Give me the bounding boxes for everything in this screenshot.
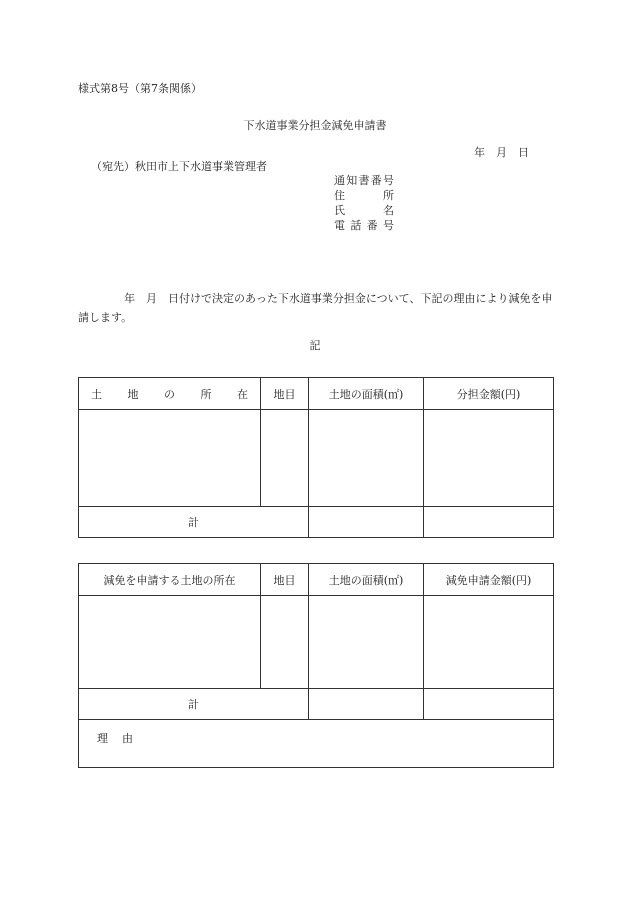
table-row xyxy=(79,410,554,507)
reason-cell[interactable] xyxy=(79,720,554,768)
total-amount-cell[interactable] xyxy=(424,507,554,538)
total-row xyxy=(79,507,554,538)
location-header xyxy=(79,378,261,410)
area-cell[interactable] xyxy=(309,410,424,507)
total-area-cell[interactable] xyxy=(309,689,424,720)
area-header: 土地の面積(㎡) xyxy=(309,378,424,410)
location-header-char: 土 xyxy=(91,387,102,401)
table-header-row xyxy=(79,564,554,596)
reason-label: 理由 xyxy=(97,732,133,745)
total-label: 計 xyxy=(79,689,309,720)
area-cell[interactable] xyxy=(309,596,424,689)
location-cell[interactable] xyxy=(79,596,261,689)
location-header-char: 所 xyxy=(200,387,212,401)
amount-cell[interactable] xyxy=(424,410,554,507)
name-label: 氏名 xyxy=(334,204,394,217)
phone-label: 電話番号 xyxy=(334,219,394,232)
applicant-block xyxy=(334,173,394,233)
amount-header: 分担金額(円) xyxy=(424,378,554,410)
land-category-cell[interactable] xyxy=(261,410,309,507)
address-label: 住所 xyxy=(334,189,394,202)
form-number: 様式第8号（第7条関係） xyxy=(78,82,202,95)
location-cell[interactable] xyxy=(79,410,261,507)
total-row xyxy=(79,689,554,720)
land-category-header: 地目 xyxy=(261,564,309,596)
total-label: 計 xyxy=(79,507,309,538)
amount-cell[interactable] xyxy=(424,596,554,689)
reduction-location-header: 減免を申請する土地の所在 xyxy=(79,564,261,596)
date-line: 年 月 日 xyxy=(474,146,529,159)
addressee: （宛先）秋田市上下水道事業管理者 xyxy=(91,160,267,173)
notice-number-label: 通知書番号 xyxy=(334,174,394,187)
reduction-table xyxy=(78,563,554,768)
location-header-char: 地 xyxy=(127,387,139,401)
land-category-cell[interactable] xyxy=(261,596,309,689)
application-statement: 年 月 日付けで決定のあった下水道事業分担金について、下記の理由により減免を申請します。 xyxy=(78,292,553,324)
total-area-cell[interactable] xyxy=(309,507,424,538)
document-title: 下水道事業分担金減免申請書 xyxy=(243,119,387,132)
table-header-row xyxy=(79,378,554,410)
reason-row xyxy=(79,720,554,768)
location-header-char: の xyxy=(164,387,175,401)
total-amount-cell[interactable] xyxy=(424,689,554,720)
land-category-header: 地目 xyxy=(261,378,309,410)
reduction-amount-header: 減免申請金額(円) xyxy=(424,564,554,596)
area-header: 土地の面積(㎡) xyxy=(309,564,424,596)
land-table xyxy=(78,377,554,538)
ki-heading: 記 xyxy=(309,339,321,352)
table-row xyxy=(79,596,554,689)
location-header-char: 在 xyxy=(237,387,248,401)
